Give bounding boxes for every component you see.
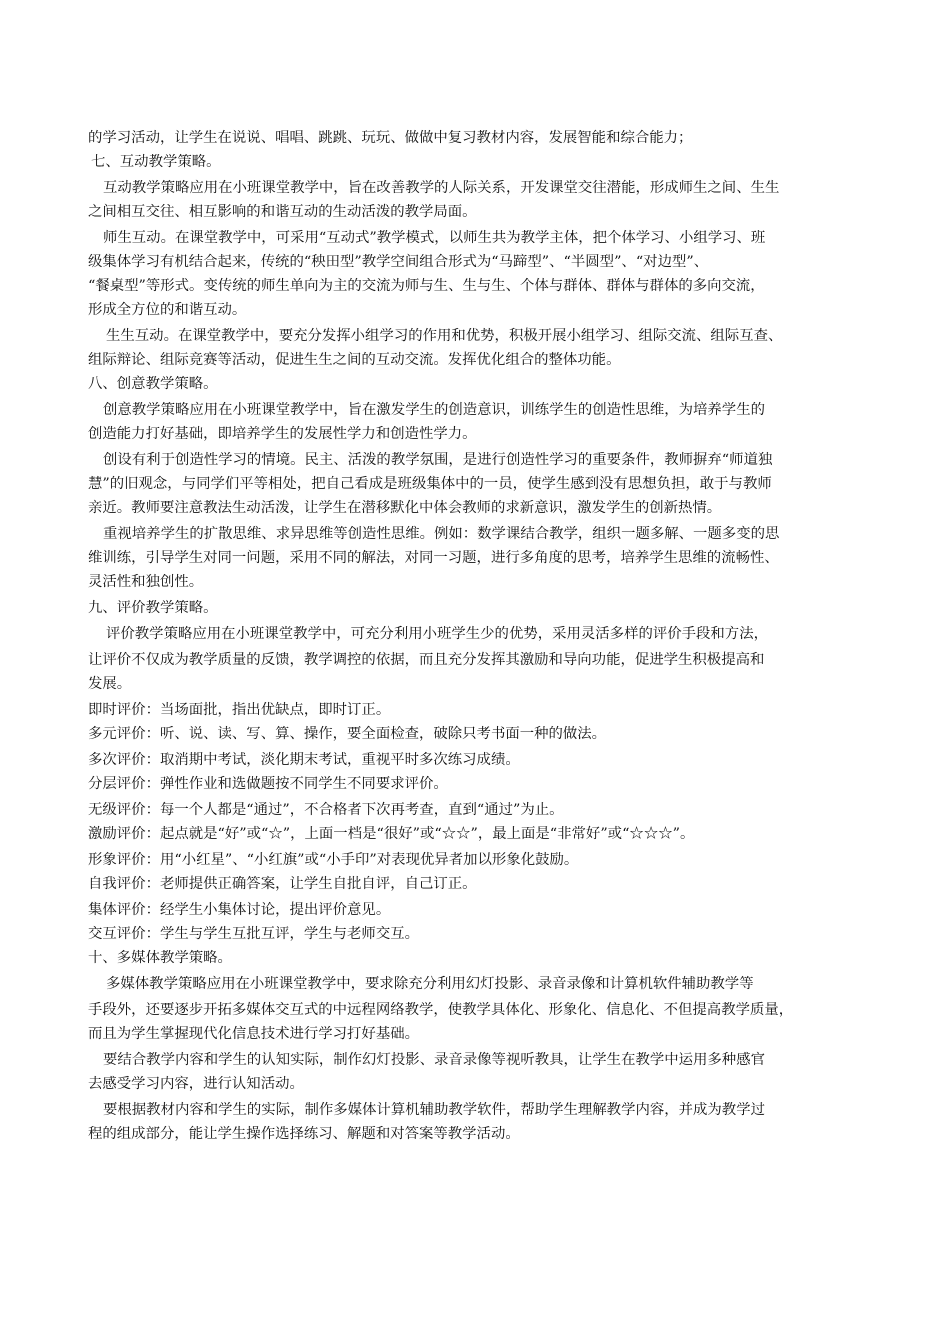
paragraph-line: 组际辩论、组际竞赛等活动，促进生生之间的互动交流。发挥优化组合的整体功能。 — [88, 352, 621, 368]
paragraph-line: 师生互动。在课堂教学中，可采用“互动式”教学模式，以师生共为教学主体，把个体学习、小组学习、班 — [103, 230, 766, 246]
paragraph-line: 创意教学策略应用在小班课堂教学中，旨在激发学生的创造意识，训练学生的创造性思维，为培养学生的 — [103, 402, 765, 418]
paragraph-line: 生生互动。在课堂教学中，要充分发挥小组学习的作用和优势，积极开展小组学习、组际交流、组际互查、 — [106, 328, 783, 344]
evaluation-item: 多次评价：取消期中考试，淡化期末考试，重视平时多次练习成绩。 — [88, 752, 520, 768]
evaluation-item: 形象评价：用“小红星”、“小红旗”或“小手印”对表现优异者加以形象化鼓励。 — [88, 852, 579, 868]
paragraph-line: 级集体学习有机结合起来，传统的“秧田型”教学空间组合形式为“马蹄型”、“半圆型”、“对边型”、 — [88, 254, 709, 270]
paragraph-line: 创设有利于创造性学习的情境。民主、活泼的教学氛围，是进行创造性学习的重要条件，教师摒弃“师道独 — [103, 452, 773, 468]
evaluation-item: 无级评价：每一个人都是“通过”，不合格者下次再考查，直到“通过”为止。 — [88, 802, 564, 818]
paragraph-line: 去感受学习内容，进行认知活动。 — [88, 1076, 304, 1092]
paragraph-line: 形成全方位的和谐互动。 — [88, 302, 247, 318]
evaluation-item: 自我评价：老师提供正确答案，让学生自批自评，自己订正。 — [88, 876, 477, 892]
paragraph-line: 多媒体教学策略应用在小班课堂教学中，要求除充分利用幻灯投影、录音录像和计算机软件辅助教学等 — [106, 976, 754, 992]
paragraph-line: 亲近。教师要注意教法生动活泼，让学生在潜移默化中体会教师的求新意识，激发学生的创新热情。 — [88, 500, 722, 516]
paragraph-line: 互动教学策略应用在小班课堂教学中，旨在改善教学的人际关系，开发课堂交往潜能，形成师生之间、生生 — [103, 180, 780, 196]
evaluation-item: 多元评价：听、说、读、写、算、操作，要全面检查，破除只考书面一种的做法。 — [88, 726, 607, 742]
paragraph-line: 手段外，还要逐步开拓多媒体交互式的中远程网络教学，使教学具体化、形象化、信息化、不但提高教学质量， — [88, 1002, 794, 1018]
paragraph-line: 而且为学生掌握现代化信息技术进行学习打好基础。 — [88, 1026, 419, 1042]
paragraph-line: 之间相互交往、相互影响的和谐互动的生动活泼的教学局面。 — [88, 204, 477, 220]
paragraph-line: 要结合教学内容和学生的认知实际，制作幻灯投影、录音录像等视听教具，让学生在教学中运用多种感官 — [103, 1052, 765, 1068]
paragraph-line: 创造能力打好基础，即培养学生的发展性学力和创造性学力。 — [88, 426, 477, 442]
paragraph-line: 的学习活动，让学生在说说、唱唱、跳跳、玩玩、做做中复习教材内容，发展智能和综合能力； — [88, 130, 693, 146]
evaluation-item: 激励评价：起点就是“好”或“☆”，上面一档是“很好”或“☆☆”，最上面是“非常好”或“☆☆☆”。 — [88, 826, 695, 842]
evaluation-item: 即时评价：当场面批，指出优缺点，即时订正。 — [88, 702, 391, 718]
paragraph-line: 维训练，引导学生对同一问题，采用不同的解法，对同一习题，进行多角度的思考，培养学生思维的流畅性、 — [88, 550, 779, 566]
section-heading-7: 七、互动教学策略。 — [91, 154, 221, 170]
paragraph-line: 程的组成部分，能让学生操作选择练习、解题和对答案等教学活动。 — [88, 1126, 520, 1142]
section-heading-8: 八、创意教学策略。 — [88, 376, 218, 392]
paragraph-line: 灵活性和独创性。 — [88, 574, 204, 590]
paragraph-line: 要根据教材内容和学生的实际，制作多媒体计算机辅助教学软件，帮助学生理解教学内容，并成为教学过 — [103, 1102, 765, 1118]
paragraph-line: “餐桌型”等形式。变传统的师生单向为主的交流为师与生、生与生、个体与群体、群体与群体的多向交流， — [88, 278, 765, 294]
paragraph-line: 发展。 — [88, 676, 132, 692]
section-heading-10: 十、多媒体教学策略。 — [88, 950, 232, 966]
paragraph-line: 评价教学策略应用在小班课堂教学中，可充分利用小班学生少的优势，采用灵活多样的评价手段和方法， — [106, 626, 768, 642]
evaluation-item: 分层评价：弹性作业和选做题按不同学生不同要求评价。 — [88, 776, 448, 792]
evaluation-item: 集体评价：经学生小集体讨论，提出评价意见。 — [88, 902, 391, 918]
paragraph-line: 慧”的旧观念，与同学们平等相处，把自己看成是班级集体中的一员，使学生感到没有思想负担，敢于与教师 — [88, 476, 772, 492]
paragraph-line: 重视培养学生的扩散思维、求异思维等创造性思维。例如：数学课结合教学，组织一题多解、一题多变的思 — [103, 526, 780, 542]
section-heading-9: 九、评价教学策略。 — [88, 600, 218, 616]
paragraph-line: 让评价不仅成为教学质量的反馈，教学调控的依据，而且充分发挥其激励和导向功能，促进学生积极提高和 — [88, 652, 765, 668]
evaluation-item: 交互评价：学生与学生互批互评，学生与老师交互。 — [88, 926, 419, 942]
